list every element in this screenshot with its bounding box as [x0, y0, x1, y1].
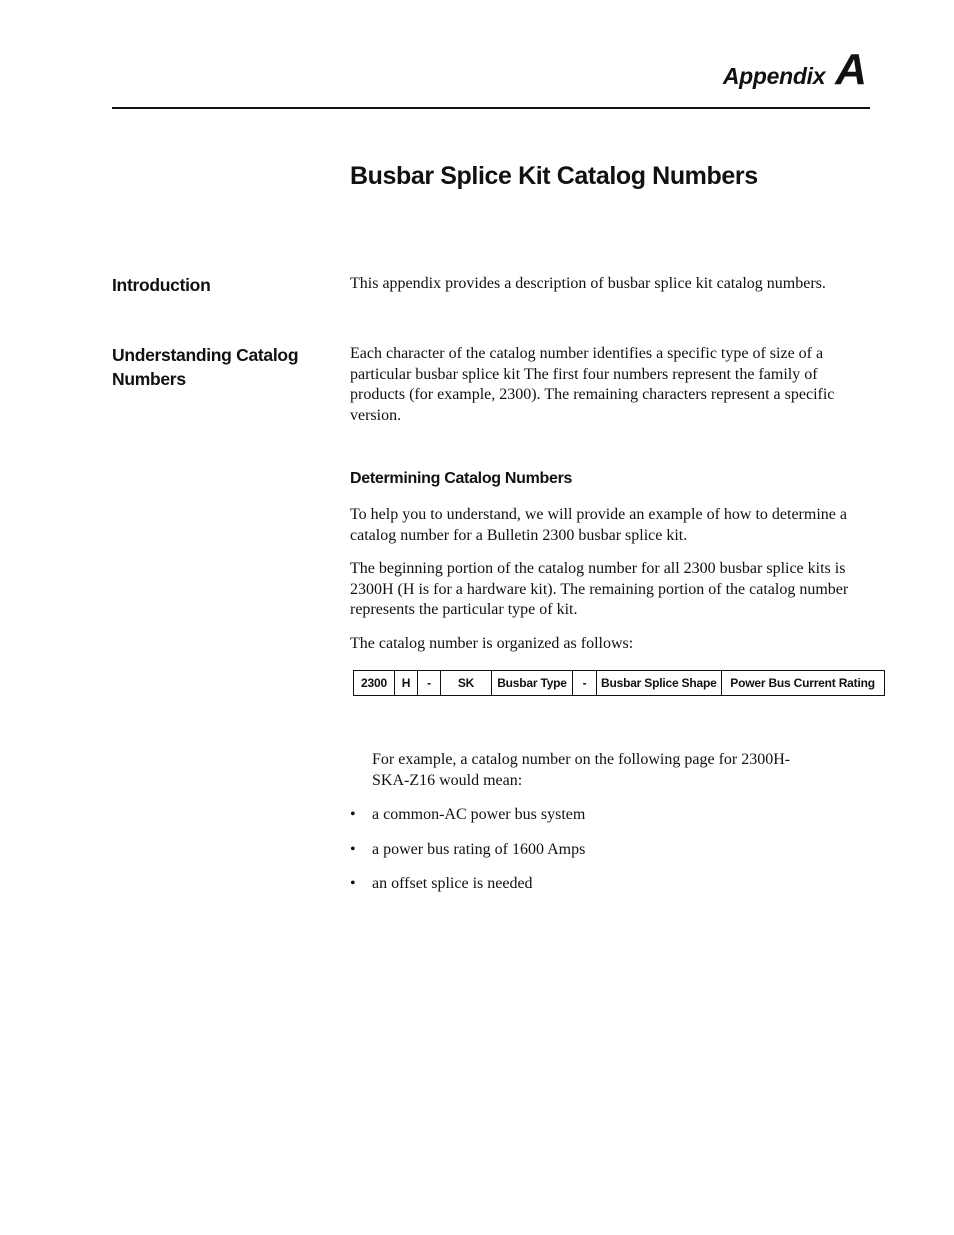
list-item [350, 874, 585, 909]
determining-paragraph-1: To help you to understand, we will provide an example of how to determine a catalog number for a Bulletin 2300 busbar splice kit. [350, 506, 847, 544]
example-bullet-list [350, 805, 585, 909]
header-rule [112, 107, 870, 109]
bullet-text: an offset splice is needed [372, 875, 533, 892]
list-item [350, 840, 585, 875]
determining-paragraph-2: The beginning portion of the catalog number for all 2300 busbar splice kits is 2300H (H is for a hardware kit). The remaining portion of the catalog number represents the particular type of kit. [350, 560, 849, 618]
understanding-heading-line2: Numbers [112, 369, 186, 389]
catalog-number-row [354, 671, 885, 696]
list-item [350, 805, 585, 840]
bullet-text: a power bus rating of 1600 Amps [372, 840, 586, 858]
appendix-letter: A [835, 45, 867, 94]
bullet-dot-icon: • [350, 875, 356, 892]
catalog-cell-hardware: H [395, 671, 418, 696]
example-text: For example, a catalog number on the following page for 2300H-SKA-Z16 would mean: [372, 751, 791, 789]
understanding-heading [112, 343, 312, 391]
bullet-dot-icon: • [350, 840, 356, 858]
catalog-cell-splice-kit: SK [441, 671, 492, 696]
determining-paragraph-3: The catalog number is organized as follows: [350, 635, 634, 652]
catalog-cell-busbar-type: Busbar Type [492, 671, 573, 696]
bullet-dot-icon: • [350, 806, 356, 823]
catalog-cell-current-rating: Power Bus Current Rating [721, 671, 884, 696]
introduction-heading: Introduction [112, 275, 211, 295]
understanding-text: Each character of the catalog number identifies a specific type of size of a particular busbar splice kit The first four numbers represent the family of products (for example, 2300). The remaining characters represent a specific version. [350, 345, 835, 424]
catalog-number-table [353, 670, 885, 696]
appendix-header [722, 45, 867, 94]
catalog-cell-dash-2: - [573, 671, 597, 696]
catalog-cell-splice-shape: Busbar Splice Shape [597, 671, 722, 696]
catalog-cell-dash-1: - [418, 671, 441, 696]
page-title: Busbar Splice Kit Catalog Numbers [350, 162, 758, 190]
bullet-text: a common-AC power bus system [372, 806, 586, 823]
understanding-heading-line1: Understanding Catalog [112, 345, 299, 365]
determining-heading: Determining Catalog Numbers [350, 470, 573, 487]
catalog-cell-family: 2300 [354, 671, 395, 696]
introduction-text: This appendix provides a description of busbar splice kit catalog numbers. [350, 275, 826, 292]
appendix-word: Appendix [722, 63, 826, 89]
